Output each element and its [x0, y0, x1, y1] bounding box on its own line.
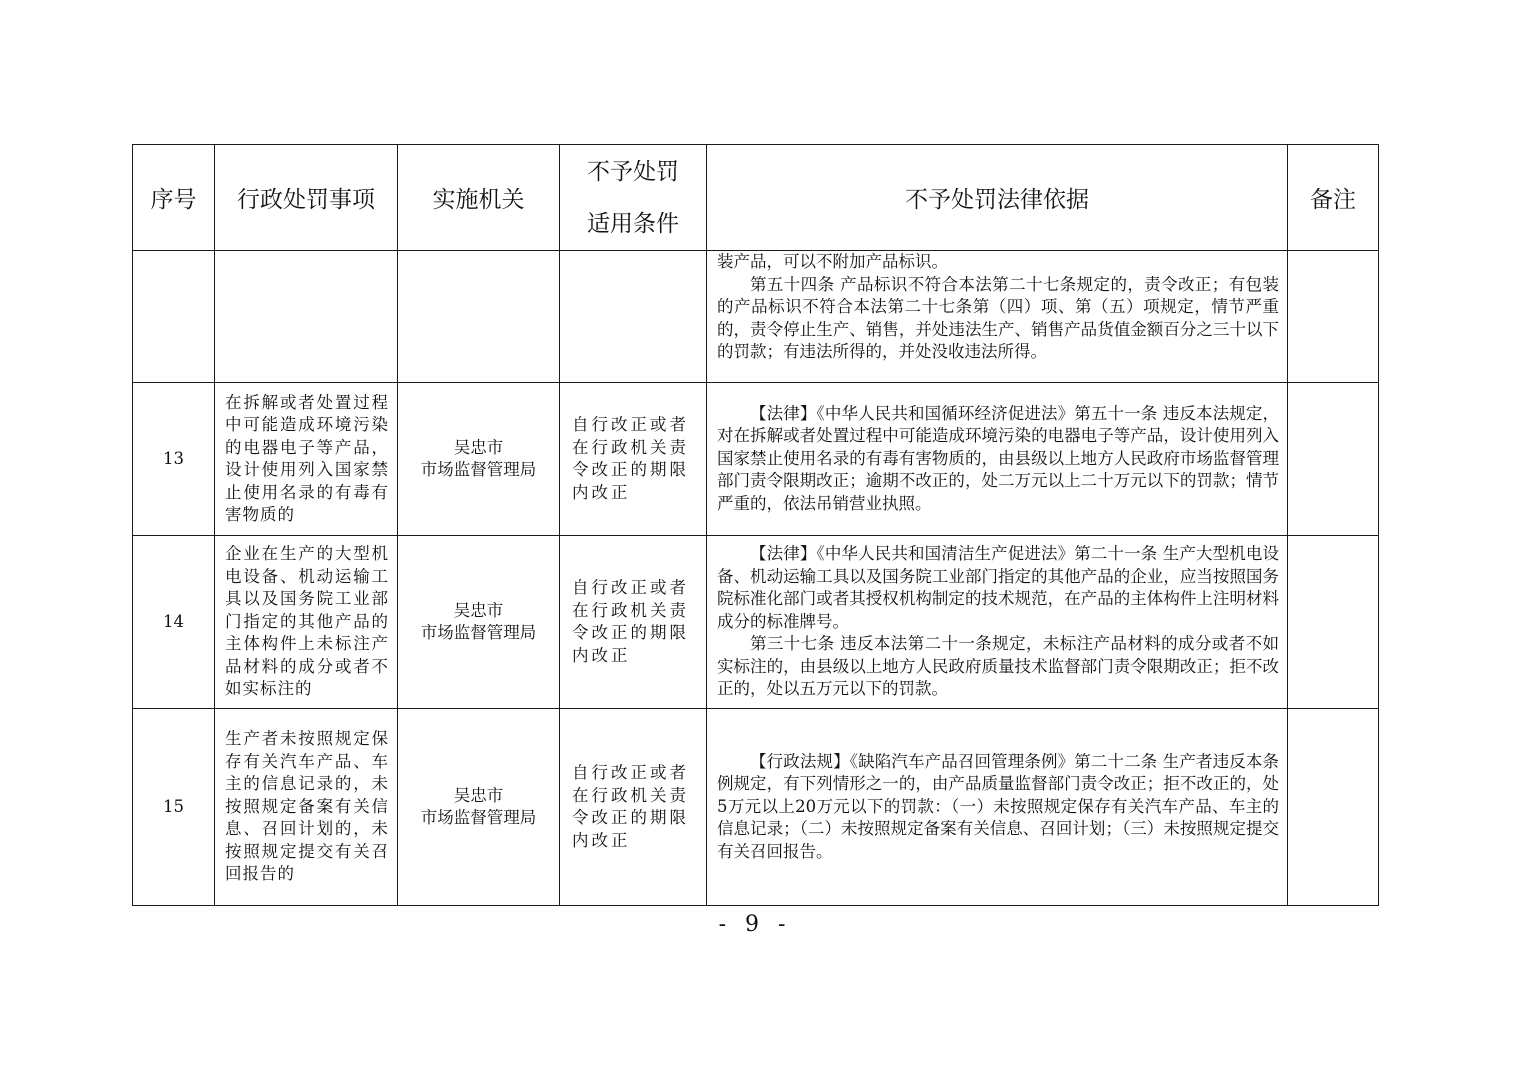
cell-org-line1: 吴忠市 — [453, 600, 504, 620]
basis-paragraph: 【行政法规】《缺陷汽车产品召回管理条例》第二十二条 生产者违反本条例规定，有下列情形之一的，由产品质量监督部门责令改正；拒不改正的，处5万元以上20万元以下的罚款：（一）未按照规定保存有关汽车产品、车主的信息记录；（二）未按照规定备案有关信息、召回计划；（三）未按照规定提交有关召回报告。 — [717, 751, 1279, 861]
cell-item: 生产者未按照规定保存有关汽车产品、车主的信息记录的，未按照规定备案有关信息、召回计划的，未按照规定提交有关召回报告的 — [215, 709, 398, 906]
cell-condition — [560, 251, 707, 383]
basis-paragraph: 第三十七条 违反本法第二十一条规定，未标注产品材料的成分或者不如实标注的，由县级以上地方人民政府质量技术监督部门责令限期改正；拒不改正的，处以五万元以下的罚款。 — [717, 634, 1279, 699]
cell-no: 13 — [133, 383, 215, 536]
table-row — [133, 709, 1379, 906]
cell-org-line1: 吴忠市 — [453, 785, 504, 805]
cell-condition: 自行改正或者在行政机关责令改正的期限内改正 — [560, 536, 707, 709]
cell-basis — [707, 383, 1288, 536]
cell-org-line2: 市场监督管理局 — [420, 623, 537, 642]
cell-org-line2: 市场监督管理局 — [420, 808, 537, 827]
cell-note — [1288, 251, 1379, 383]
header-item: 行政处罚事项 — [215, 145, 398, 251]
cell-item: 企业在生产的大型机电设备、机动运输工具以及国务院工业部门指定的其他产品的主体构件上未标注产品材料的成分或者不如实标注的 — [215, 536, 398, 709]
cell-basis — [707, 251, 1288, 383]
cell-note — [1288, 536, 1379, 709]
cell-org-line2: 市场监督管理局 — [420, 460, 537, 479]
cell-org — [398, 709, 560, 906]
cell-no: 14 — [133, 536, 215, 709]
table-header-row — [133, 145, 1379, 251]
basis-paragraph: 【法律】《中华人民共和国循环经济促进法》第五十一条 违反本法规定，对在拆解或者处置过程中可能造成环境污染的电器电子等产品，设计使用列入国家禁止使用名录的有毒有害物质的，由县级以上地方人民政府市场监督管理部门责令限期改正；逾期不改正的，处二万元以上二十万元以下的罚款；情节严重的，依法吊销营业执照。 — [717, 403, 1279, 513]
cell-org — [398, 383, 560, 536]
table-row — [133, 536, 1379, 709]
basis-paragraph: 【法律】《中华人民共和国清洁生产促进法》第二十一条 生产大型机电设备、机动运输工具以及国务院工业部门指定的其他产品的企业，应当按照国务院标准化部门或者其授权机构制定的技术规范，在产品的主体构件上注明材料成分的标准牌号。 — [717, 544, 1279, 631]
cell-org-line1: 吴忠市 — [453, 437, 504, 457]
cell-basis — [707, 709, 1288, 906]
header-basis: 不予处罚法律依据 — [707, 145, 1288, 251]
basis-paragraph: 第五十四条 产品标识不符合本法第二十七条规定的，责令改正；有包装的产品标识不符合本法第二十七条第（四）项、第（五）项规定，情节严重的，责令停止生产、销售，并处违法生产、销售产品货值金额百分之三十以下的罚款；有违法所得的，并处没收违法所得。 — [717, 274, 1279, 361]
table-row — [133, 383, 1379, 536]
cell-note — [1288, 383, 1379, 536]
header-org: 实施机关 — [398, 145, 560, 251]
cell-basis — [707, 536, 1288, 709]
cell-org — [398, 536, 560, 709]
header-condition-line2: 适用条件 — [587, 210, 679, 237]
cell-no: 15 — [133, 709, 215, 906]
penalty-table — [132, 144, 1379, 906]
header-no: 序号 — [133, 145, 215, 251]
header-condition-line1: 不予处罚 — [587, 158, 679, 185]
cell-item — [215, 251, 398, 383]
cell-condition: 自行改正或者在行政机关责令改正的期限内改正 — [560, 709, 707, 906]
cell-no — [133, 251, 215, 383]
header-note: 备注 — [1288, 145, 1379, 251]
cell-item: 在拆解或者处置过程中可能造成环境污染的电器电子等产品，设计使用列入国家禁止使用名录的有毒有害物质的 — [215, 383, 398, 536]
table-row — [133, 251, 1379, 383]
basis-paragraph: 装产品，可以不附加产品标识。 — [717, 252, 948, 271]
header-condition — [560, 145, 707, 251]
page-number: - 9 - — [718, 912, 792, 937]
cell-org — [398, 251, 560, 383]
cell-note — [1288, 709, 1379, 906]
cell-condition: 自行改正或者在行政机关责令改正的期限内改正 — [560, 383, 707, 536]
